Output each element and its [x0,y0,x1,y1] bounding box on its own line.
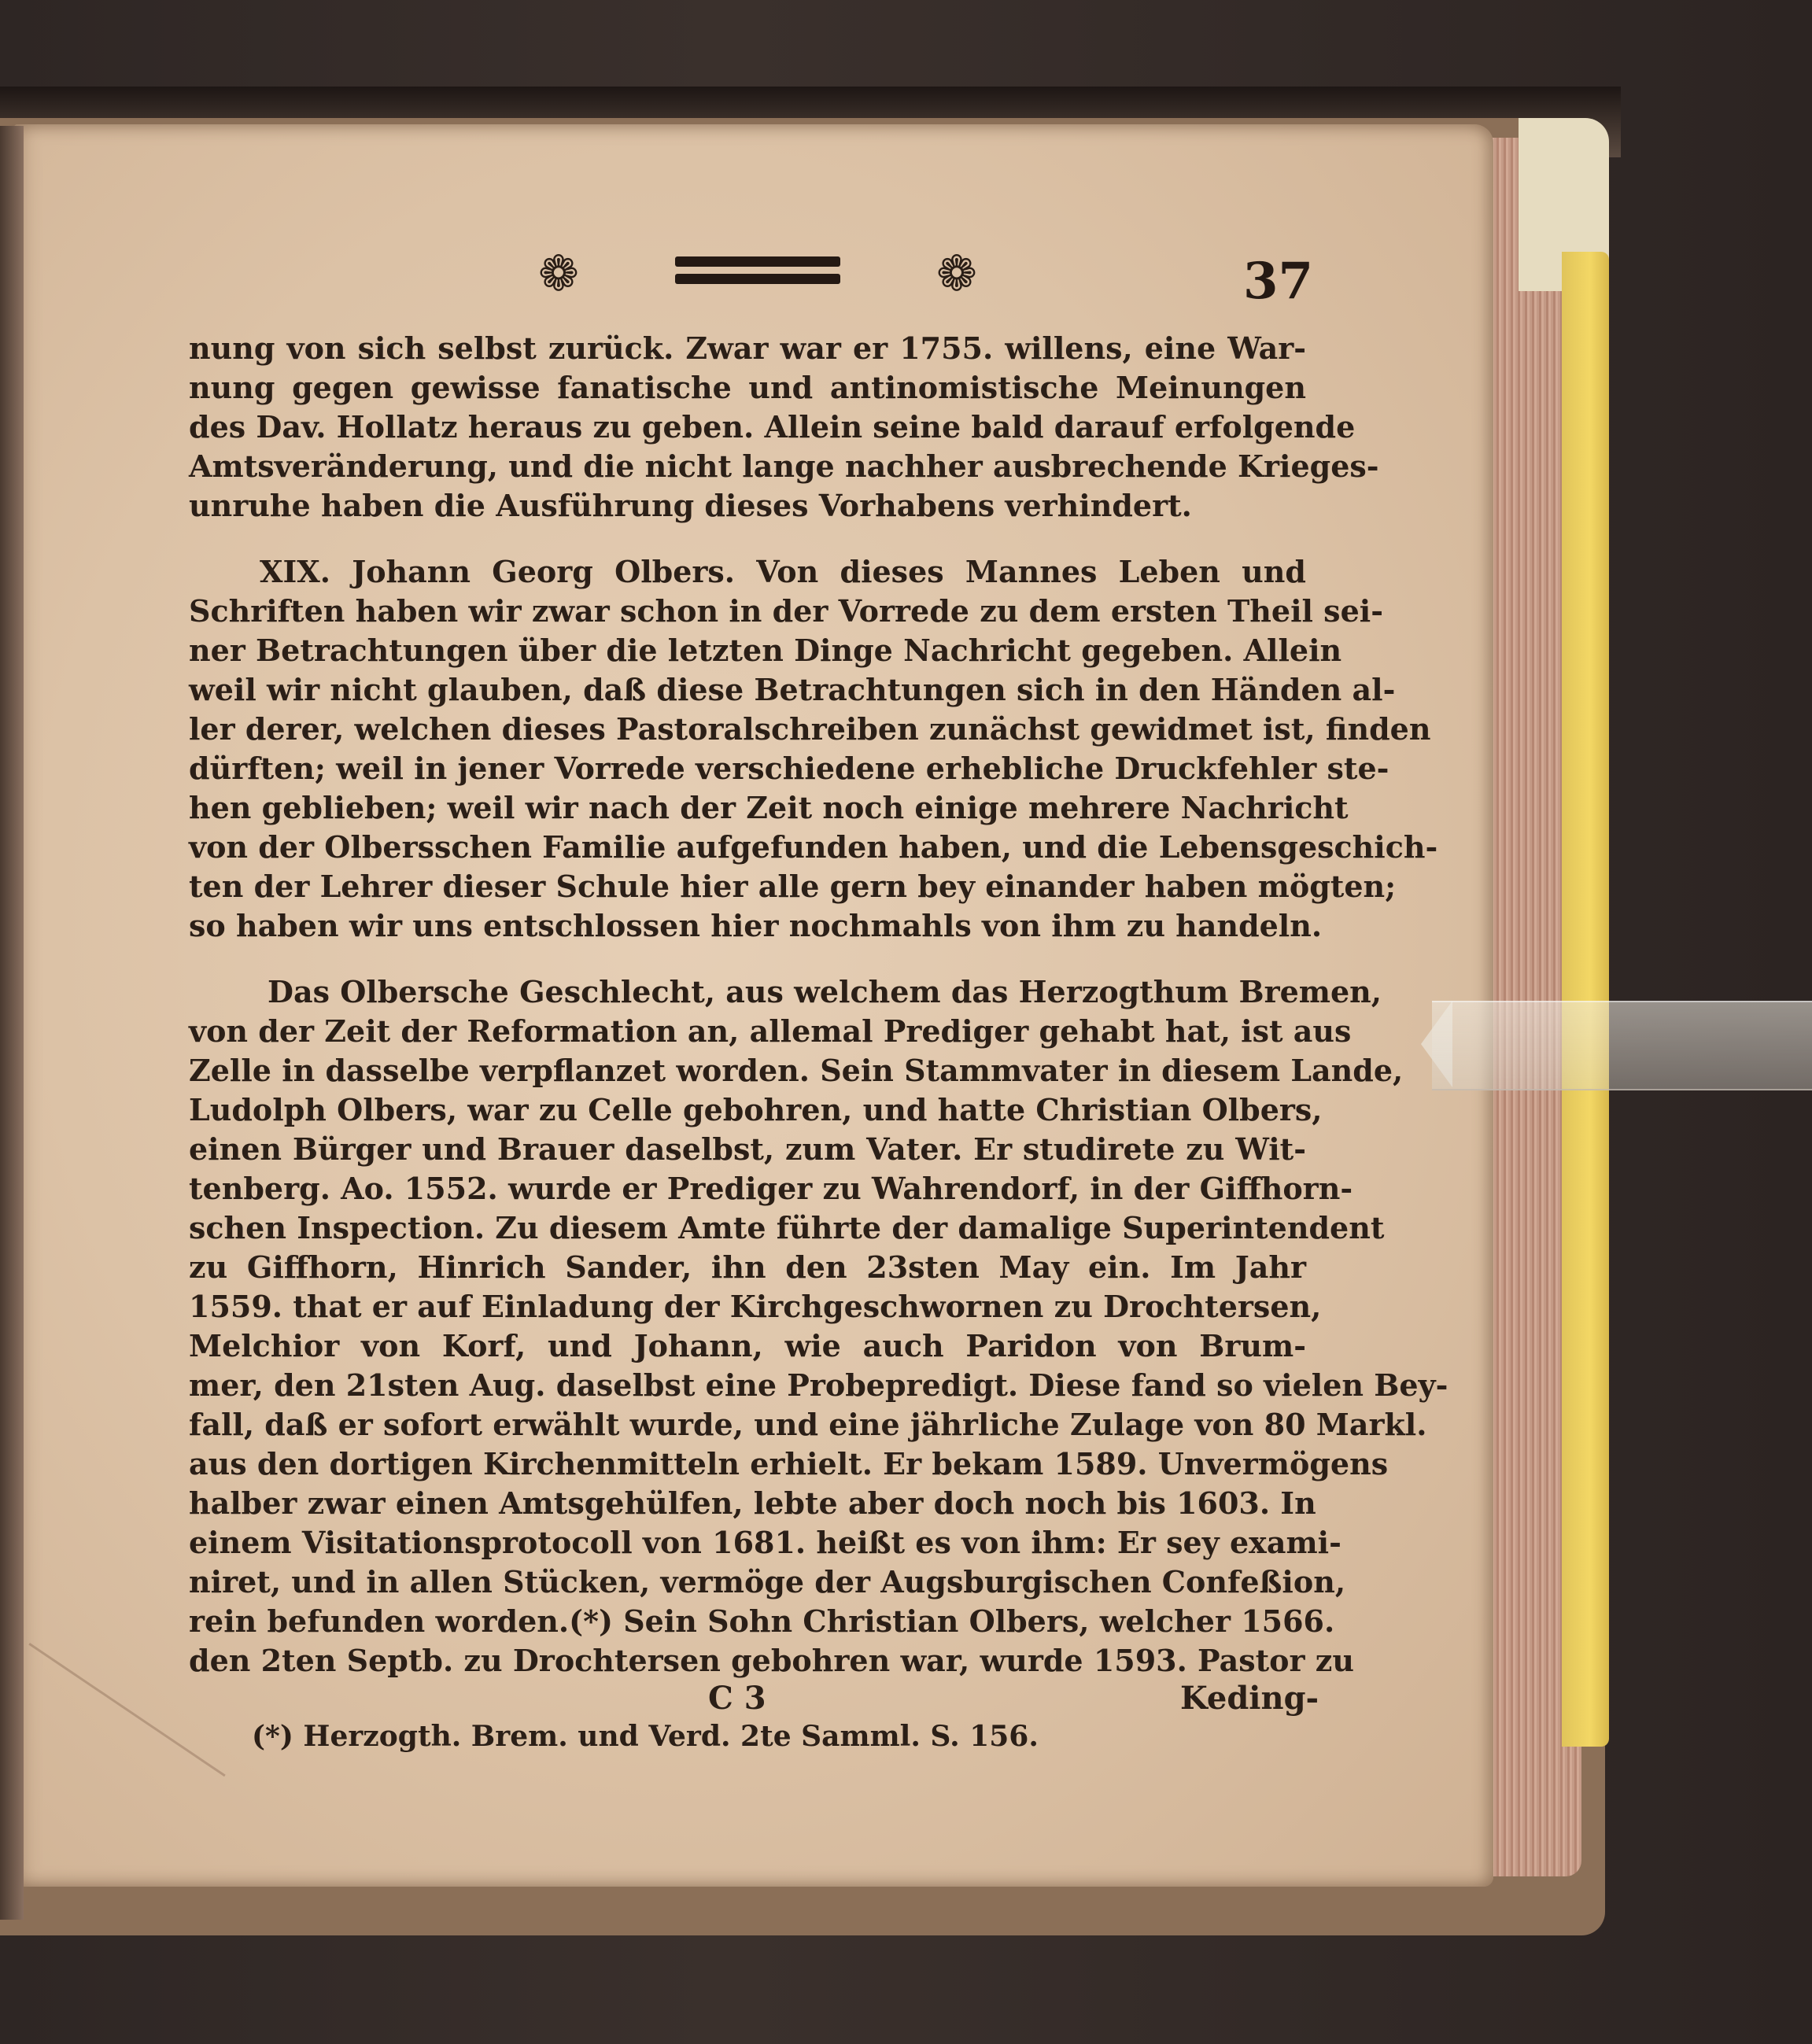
text-line: hen geblieben; weil wir nach der Zeit noch einige mehrere Nachricht [189,790,1349,825]
text-line: schen Inspection. Zu diesem Amte führte der damalige Superintendent [189,1210,1385,1245]
text-line: mer, den 21sten Aug. daselbst eine Probepredigt. Diese fand so vielen Bey- [189,1367,1448,1403]
text-line: aus den dortigen Kirchenmitteln erhielt. Er bekam 1589. Unvermögens [189,1446,1389,1481]
text-line: dürften; weil in jener Vorrede verschiedene erhebliche Druckfehler ste- [189,751,1389,786]
text-line: von der Olbersschen Familie aufgefunden haben, und die Lebensgeschich- [189,829,1438,865]
section-heading-line: XIX. Johann Georg Olbers. Von dieses Mannes Leben und [260,554,1306,589]
text-line: zu Giffhorn, Hinrich Sander, ihn den 23sten May ein. Im Jahr [189,1249,1306,1285]
text-line: von der Zeit der Reformation an, allemal Prediger gehabt hat, ist aus [189,1013,1352,1049]
text-line: Schriften haben wir zwar schon in der Vorrede zu dem ersten Theil sei- [189,593,1383,629]
text-line: ner Betrachtungen über die letzten Dinge Nachricht gegeben. Allein [189,633,1342,668]
text-line: des Dav. Hollatz heraus zu geben. Allein seine bald darauf erfolgende [189,409,1356,445]
ornament-left-icon: ❁ [538,245,579,302]
text-line: den 2ten Septb. zu Drochtersen gebohren war, wurde 1593. Pastor zu [189,1643,1354,1678]
text-line: halber zwar einen Amtsgehülfen, lebte aber doch noch bis 1603. In [189,1485,1316,1521]
page-gutter [0,126,24,1920]
text-line: ten der Lehrer dieser Schule hier alle gern bey einander haben mögten; [189,869,1397,904]
text-line: unruhe haben die Ausführung dieses Vorhabens verhindert. [189,488,1192,523]
text-line: ler derer, welchen dieses Pastoralschreiben zunächst gewidmet ist, finden [189,711,1431,747]
footnote: (*) Herzogth. Brem. und Verd. 2te Samml. S. 156. [252,1720,1039,1753]
header-rule [675,256,840,285]
text-line: fall, daß er sofort erwählt wurde, und eine jährliche Zulage von 80 Markl. [189,1407,1427,1442]
body-text [189,329,1448,1681]
signature-mark: C 3 [708,1680,766,1717]
text-line: Das Olbersche Geschlecht, aus welchem das Herzogthum Bremen, [268,974,1382,1009]
page-number: 37 [1243,252,1314,311]
text-line: so haben wir uns entschlossen hier nochmahls von ihm zu handeln. [189,908,1323,943]
text-line: Zelle in dasselbe verpflanzet worden. Sein Stammvater in diesem Lande, [189,1053,1404,1088]
page-fold-crease [0,1643,226,1907]
text-line: 1559. that er auf Einladung der Kirchgeschwornen zu Drochtersen, [189,1289,1322,1324]
text-line: weil wir nicht glauben, daß diese Betrachtungen sich in den Händen al- [189,672,1396,707]
ornament-right-icon: ❁ [936,245,977,302]
text-line: niret, und in allen Stücken, vermöge der Augsburgischen Confeßion, [189,1564,1346,1599]
text-line: Melchior von Korf, und Johann, wie auch Paridon von Brum- [189,1328,1306,1363]
text-line: nung gegen gewisse fanatische und antinomistische Meinungen [189,370,1306,405]
text-line: einen Bürger und Brauer daselbst, zum Vater. Er studirete zu Wit- [189,1131,1306,1167]
text-line: einem Visitationsprotocoll von 1681. heißt es von ihm: Er sey exami- [189,1525,1341,1560]
paragraph-2 [189,552,1438,946]
text-line: Ludolph Olbers, war zu Celle gebohren, und hatte Christian Olbers, [189,1092,1323,1127]
text-line: tenberg. Ao. 1552. wurde er Prediger zu Wahrendorf, in der Giffhorn- [189,1171,1353,1206]
paragraph-3 [189,972,1448,1681]
paragraph-1 [189,329,1379,526]
bookmark-tab [1432,1001,1812,1090]
text-line: nung von sich selbst zurück. Zwar war er 1755. willens, eine War- [189,330,1306,366]
text-line: rein befunden worden.(*) Sein Sohn Christian Olbers, welcher 1566. [189,1603,1335,1639]
catchword: Keding- [1180,1680,1319,1717]
text-line: Amtsveränderung, und die nicht lange nachher ausbrechende Krieges- [189,448,1379,484]
yellow-page-edge [1562,252,1609,1747]
